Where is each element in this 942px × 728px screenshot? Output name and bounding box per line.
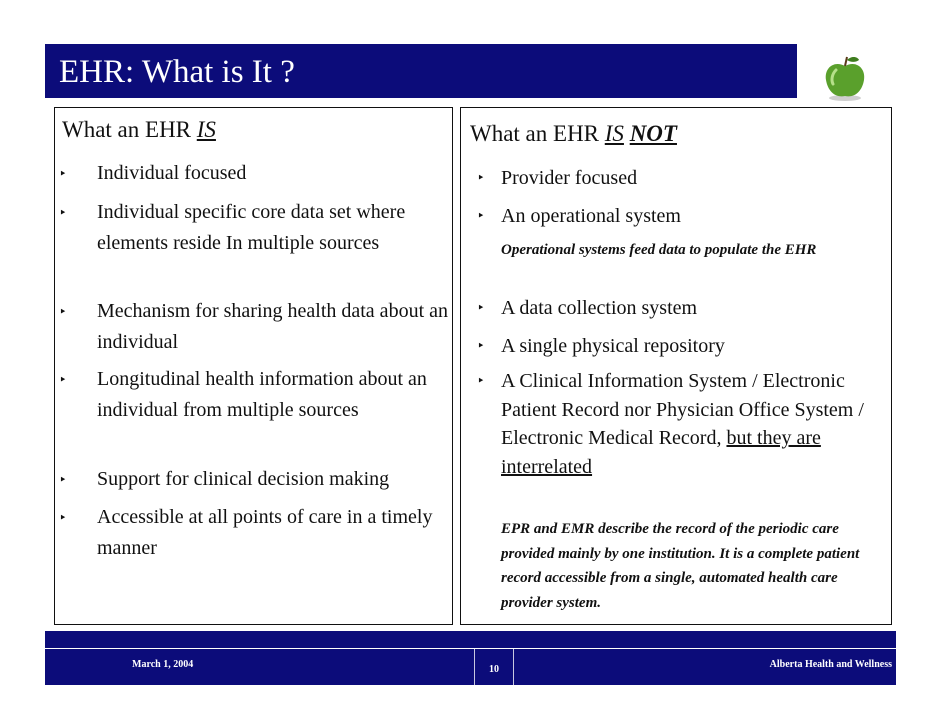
bullet-arrow-icon: ‣ [477, 300, 485, 315]
list-item-text: A data collection system [501, 297, 698, 319]
page-number: 10 [489, 664, 499, 675]
operational-note: Operational systems feed data to populate the EHR [501, 242, 817, 258]
list-item [477, 202, 887, 231]
list-item-text: Longitudinal health information about an individual from multiple sources [97, 368, 427, 421]
list-item [477, 294, 887, 323]
list-item [59, 158, 449, 189]
footer-bar [45, 649, 896, 685]
bullet-arrow-icon: ‣ [59, 205, 67, 220]
bullet-arrow-icon: ‣ [477, 338, 485, 353]
title-banner [45, 44, 797, 98]
heading-is-emphasis: IS [604, 121, 624, 146]
heading-prefix: What an EHR [62, 117, 197, 142]
list-item-text: A single physical repository [501, 335, 725, 357]
ehr-is-panel [54, 107, 453, 625]
footer-date: March 1, 2004 [132, 659, 194, 670]
list-item-text [501, 367, 887, 481]
list-item-text: Mechanism for sharing health data about an individual [97, 300, 448, 353]
bullet-arrow-icon: ‣ [477, 373, 485, 388]
clinical-system-text: A Clinical Information System / Electronic Patient Record nor Physician Office System / Electronic Medical Record, [501, 370, 864, 449]
list-item-text: Accessible at all points of care in a timely manner [97, 506, 433, 559]
green-apple-icon [820, 52, 870, 102]
bullet-arrow-icon: ‣ [59, 472, 67, 487]
bullet-arrow-icon: ‣ [59, 166, 67, 181]
bullet-arrow-icon: ‣ [59, 510, 67, 525]
bullet-arrow-icon: ‣ [477, 208, 485, 223]
heading-prefix: What an EHR [470, 121, 605, 146]
page-number-box [474, 649, 514, 685]
slide-title: EHR: What is It ? [59, 54, 295, 90]
bullet-arrow-icon: ‣ [477, 170, 485, 185]
list-item [477, 367, 887, 481]
list-item [59, 296, 449, 358]
list-item [477, 332, 887, 361]
footer-stripe [45, 631, 896, 648]
heading-is-emphasis: IS [196, 117, 216, 142]
bullet-arrow-icon: ‣ [59, 304, 67, 319]
ehr-is-not-panel [460, 107, 892, 625]
list-item-text: Provider focused [501, 167, 638, 189]
list-item [59, 197, 449, 259]
list-item-text: Individual specific core data set where elements reside In multiple sources [97, 201, 406, 254]
list-item-text: Individual focused [97, 162, 247, 184]
footer-organization: Alberta Health and Wellness [769, 659, 892, 670]
list-item-text: Support for clinical decision making [97, 468, 390, 490]
interrelated-emphasis: but they are interrelated [501, 427, 821, 478]
bullet-arrow-icon: ‣ [59, 372, 67, 387]
list-item-text: An operational system [501, 205, 681, 227]
epr-emr-note: EPR and EMR describe the record of the periodic care provided mainly by one institution. It is a complete patient record accessible from a single, automated health care provider system. [501, 521, 860, 611]
list-item [59, 464, 449, 495]
ehr-is-not-heading [470, 120, 677, 148]
heading-not-emphasis: NOT [629, 121, 677, 146]
list-item [59, 502, 449, 564]
ehr-is-heading [62, 116, 216, 144]
list-item [477, 164, 887, 193]
list-item [59, 364, 449, 426]
